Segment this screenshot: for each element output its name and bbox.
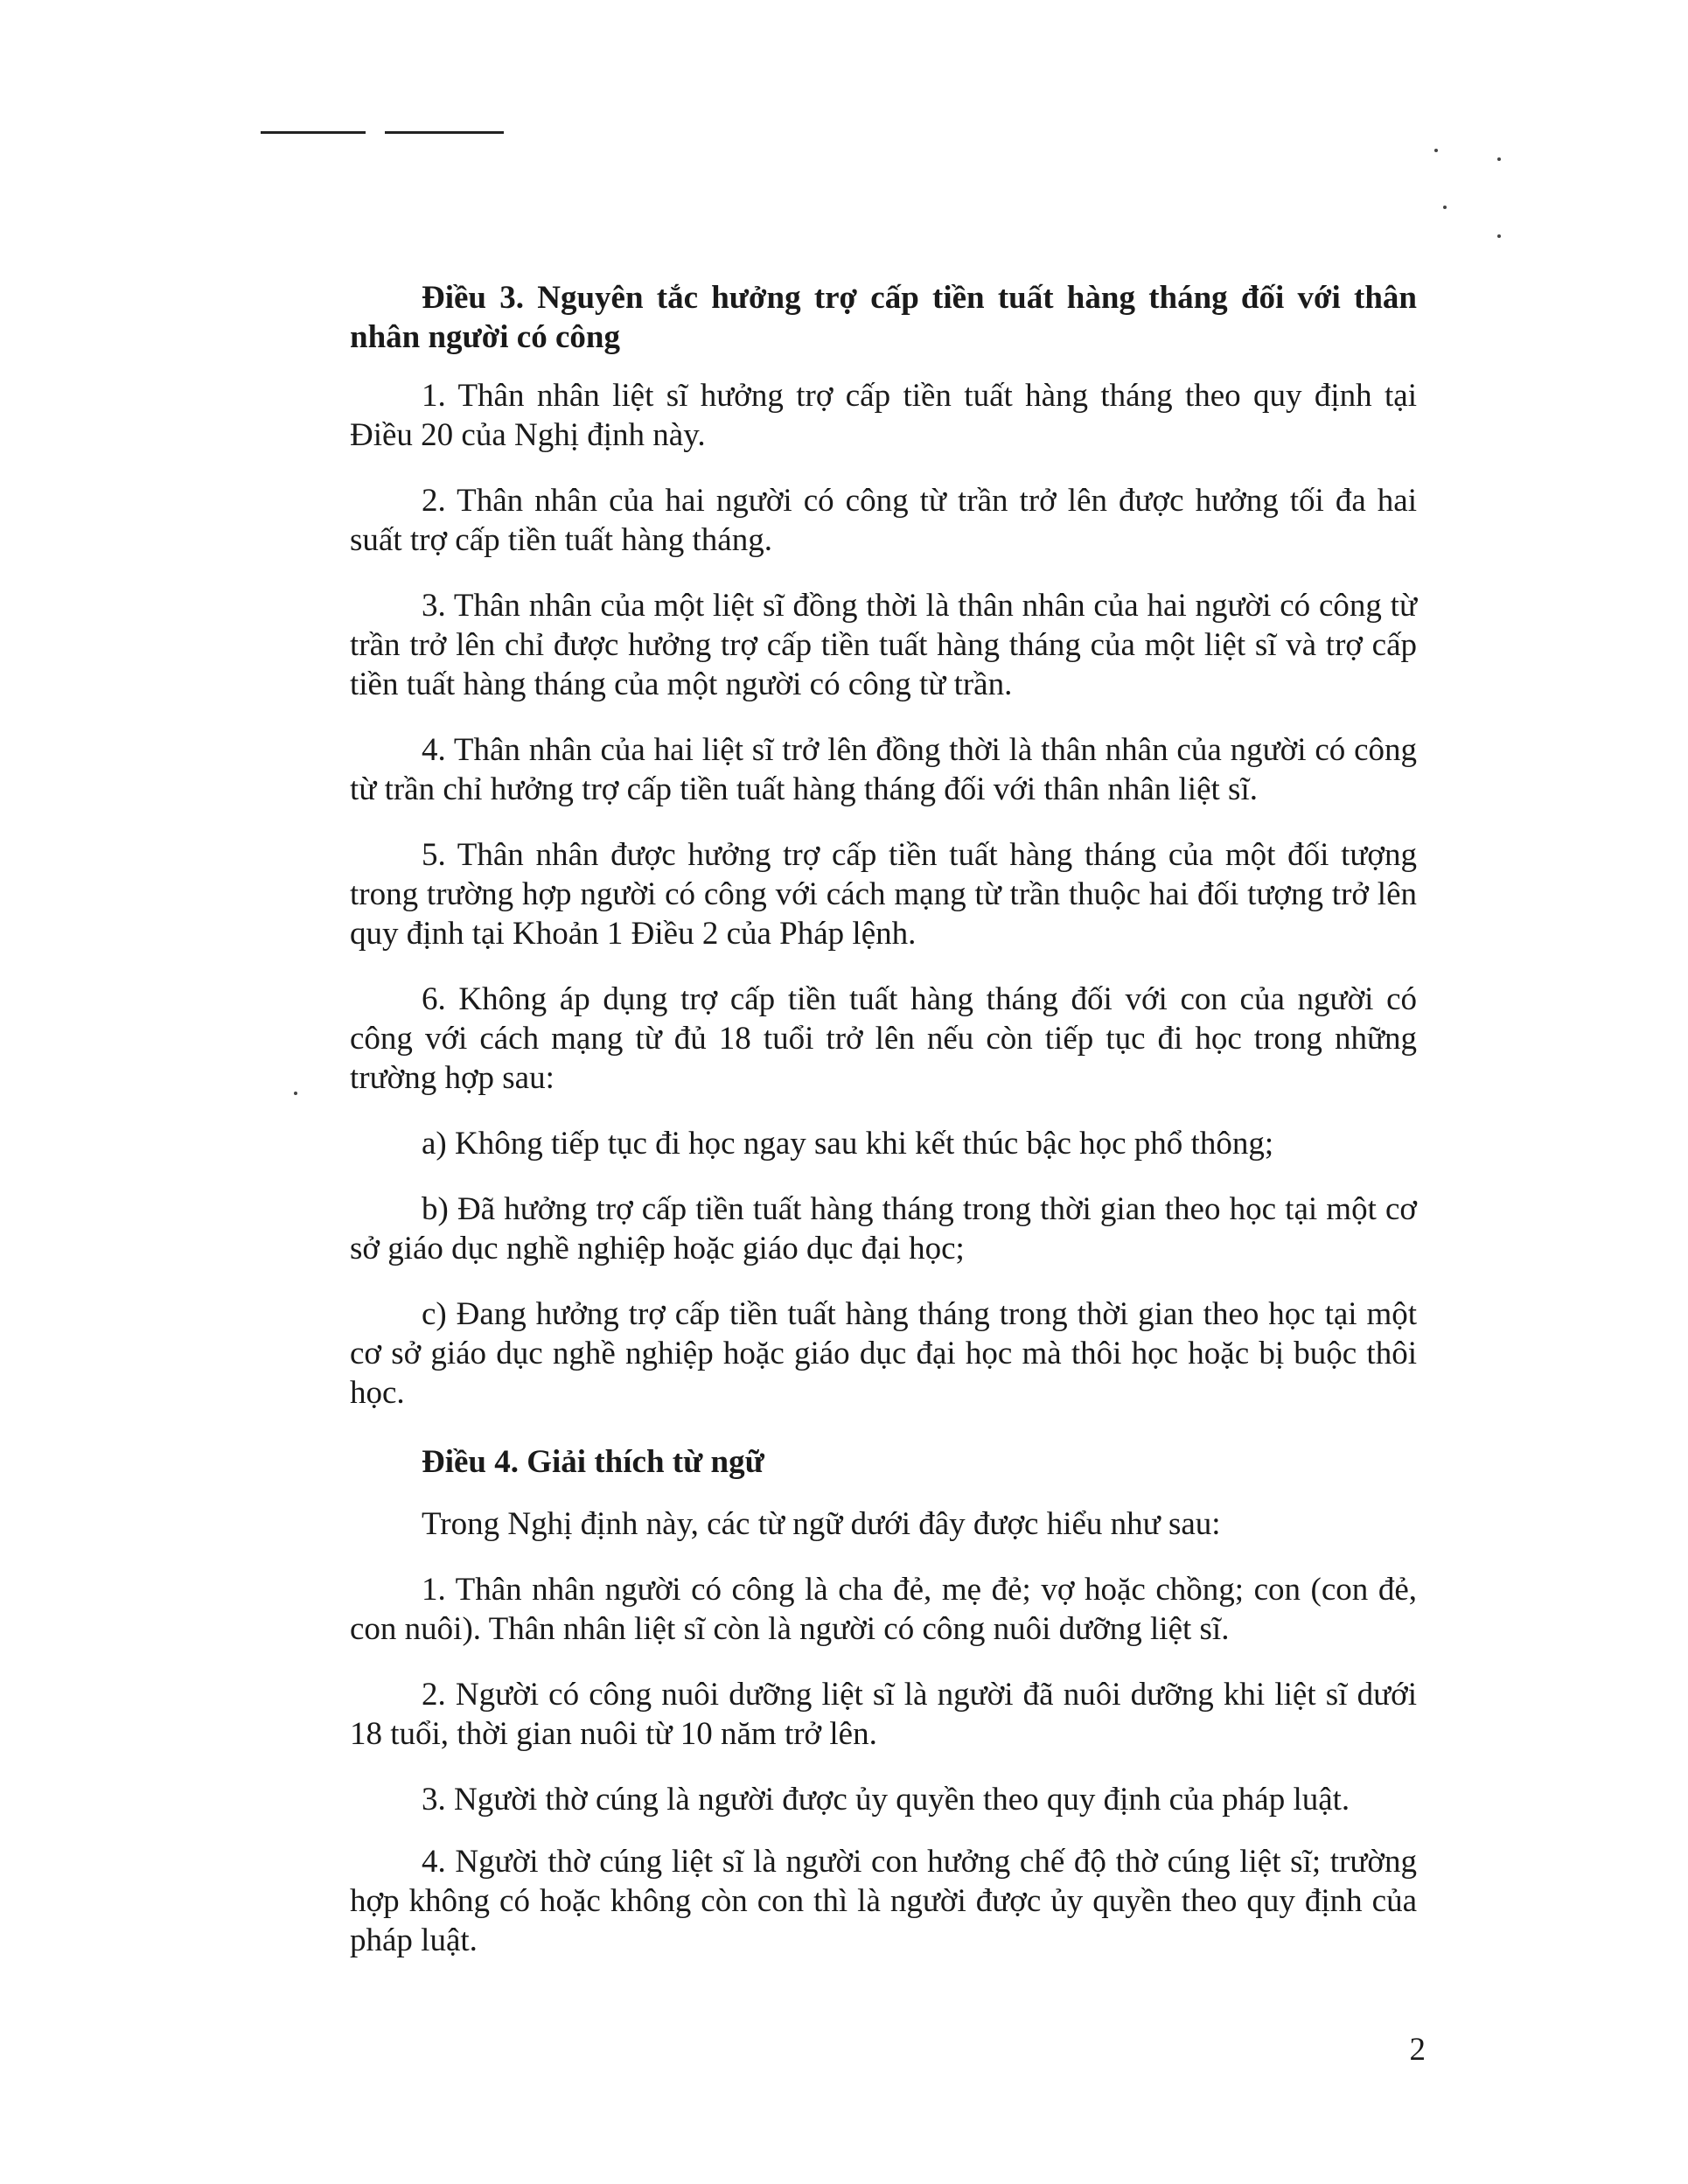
article-3-item-6: 6. Không áp dụng trợ cấp tiền tuất hàng tháng đối với con của người có công với cách mạng từ đủ 18 tuổi trở lên nếu còn tiếp tục đi học trong những trường hợp sau: [350, 981, 1417, 1096]
document-body [350, 278, 1417, 1986]
article-4-item-2: 2. Người có công nuôi dưỡng liệt sĩ là người đã nuôi dưỡng khi liệt sĩ dưới 18 tuổi, thời gian nuôi từ 10 năm trở lên. [350, 1677, 1417, 1752]
scan-speck [1434, 149, 1438, 152]
article-4-intro: Trong Nghị định này, các từ ngữ dưới đây được hiểu như sau: [422, 1506, 1221, 1542]
article-3-item-3: 3. Thân nhân của một liệt sĩ đồng thời là thân nhân của hai người có công từ trần trở lên chỉ được hưởng trợ cấp tiền tuất hàng tháng của một liệt sĩ và trợ cấp tiền tuất hàng tháng của một người có công từ trần. [350, 588, 1417, 702]
article-3-subitem-b: b) Đã hưởng trợ cấp tiền tuất hàng tháng trong thời gian theo học tại một cơ sở giáo dục nghề nghiệp hoặc giáo dục đại học; [350, 1191, 1417, 1266]
article-3-item-5: 5. Thân nhân được hưởng trợ cấp tiền tuất hàng tháng của một đối tượng trong trường hợp người có công với cách mạng từ trần thuộc hai đối tượng trở lên quy định tại Khoản 1 Điều 2 của Pháp lệnh. [350, 837, 1417, 952]
article-4-item-3: 3. Người thờ cúng là người được ủy quyền theo quy định của pháp luật. [422, 1782, 1350, 1818]
article-3-subitem-c: c) Đang hưởng trợ cấp tiền tuất hàng tháng trong thời gian theo học tại một cơ sở giáo dục nghề nghiệp hoặc giáo dục đại học mà thôi học hoặc bị buộc thôi học. [350, 1296, 1417, 1411]
page-number: 2 [1409, 2032, 1426, 2068]
article-3-title: Điều 3. Nguyên tắc hưởng trợ cấp tiền tuất hàng tháng đối với thân nhân người có công [350, 280, 1417, 355]
scan-speck [1443, 206, 1447, 209]
header-rule-right [385, 131, 504, 134]
article-4-title: Điều 4. Giải thích từ ngữ [422, 1444, 764, 1480]
header-rule-left [261, 131, 366, 134]
article-4-item-4: 4. Người thờ cúng liệt sĩ là người con hưởng chế độ thờ cúng liệt sĩ; trường hợp không có hoặc không còn con thì là người được ủy quyền theo quy định của pháp luật. [350, 1844, 1417, 1958]
article-3-subitem-a: a) Không tiếp tục đi học ngay sau khi kết thúc bậc học phổ thông; [422, 1126, 1274, 1162]
scan-speck [294, 1092, 297, 1095]
article-3-item-1: 1. Thân nhân liệt sĩ hưởng trợ cấp tiền tuất hàng tháng theo quy định tại Điều 20 của Nghị định này. [350, 378, 1417, 453]
article-3-item-4: 4. Thân nhân của hai liệt sĩ trở lên đồng thời là thân nhân của người có công từ trần chỉ hưởng trợ cấp tiền tuất hàng tháng đối với thân nhân liệt sĩ. [350, 732, 1417, 807]
article-4-item-1: 1. Thân nhân người có công là cha đẻ, mẹ đẻ; vợ hoặc chồng; con (con đẻ, con nuôi). Thân nhân liệt sĩ còn là người có công nuôi dưỡng liệt sĩ. [350, 1572, 1417, 1647]
scan-speck [1497, 234, 1501, 238]
article-3-item-2: 2. Thân nhân của hai người có công từ trần trở lên được hưởng tối đa hai suất trợ cấp tiền tuất hàng tháng. [350, 483, 1417, 558]
scan-speck [1497, 157, 1501, 161]
